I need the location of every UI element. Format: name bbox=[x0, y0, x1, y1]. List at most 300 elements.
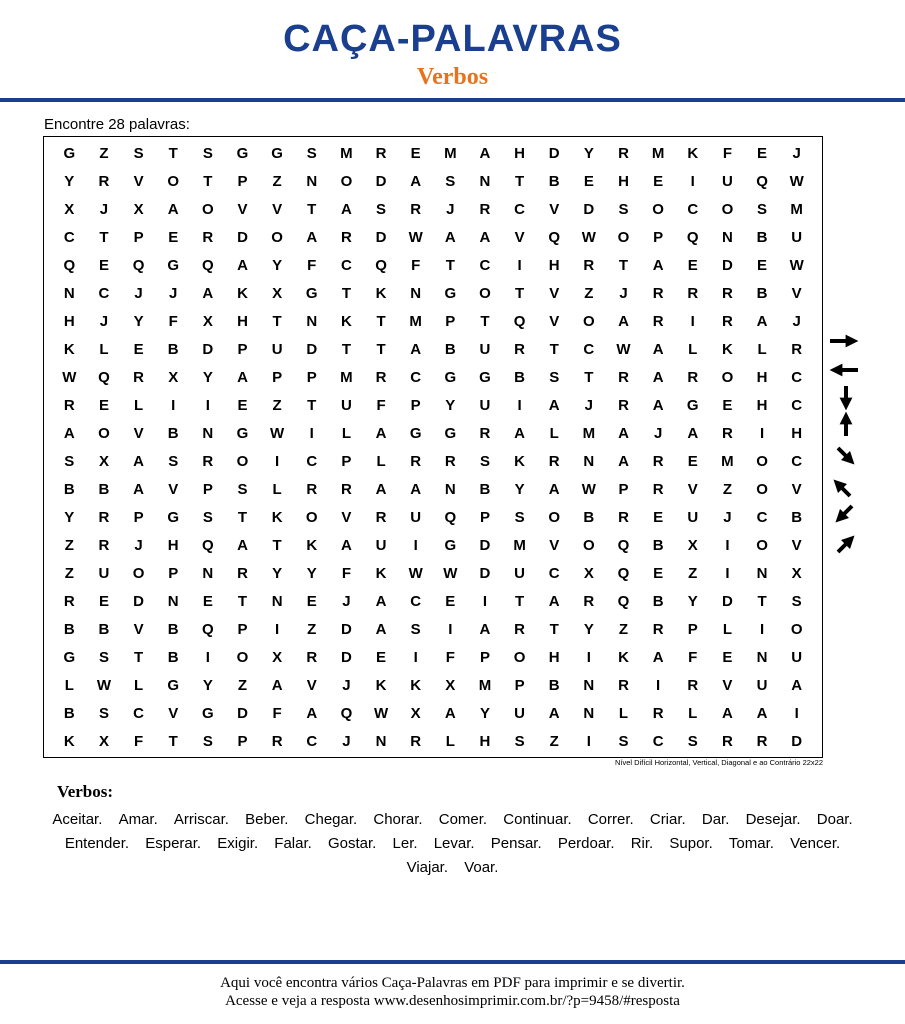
grid-letter[interactable]: K bbox=[63, 340, 75, 358]
grid-letter[interactable]: C bbox=[306, 452, 318, 470]
grid-letter[interactable]: G bbox=[63, 648, 76, 666]
grid-letter[interactable]: S bbox=[133, 144, 144, 162]
grid-letter[interactable]: M bbox=[790, 200, 803, 218]
grid-letter[interactable]: A bbox=[271, 676, 283, 694]
grid-letter[interactable]: C bbox=[791, 396, 803, 414]
grid-letter[interactable]: Y bbox=[272, 564, 283, 582]
grid-letter[interactable]: V bbox=[722, 676, 733, 694]
grid-letter[interactable]: P bbox=[133, 508, 144, 526]
grid-letter[interactable]: D bbox=[340, 620, 352, 638]
grid-letter[interactable]: C bbox=[514, 200, 525, 218]
grid-letter[interactable]: I bbox=[794, 704, 799, 722]
grid-letter[interactable]: F bbox=[445, 648, 455, 666]
grid-letter[interactable]: J bbox=[342, 676, 351, 694]
grid-letter[interactable]: X bbox=[98, 452, 109, 470]
grid-letter[interactable]: O bbox=[583, 536, 595, 554]
grid-letter[interactable]: S bbox=[514, 732, 525, 750]
grid-letter[interactable]: K bbox=[237, 284, 248, 302]
grid-letter[interactable]: Y bbox=[64, 172, 75, 190]
grid-letter[interactable]: I bbox=[275, 452, 280, 470]
grid-letter[interactable]: Q bbox=[444, 508, 457, 526]
grid-letter[interactable]: V bbox=[514, 228, 525, 246]
grid-letter[interactable]: H bbox=[756, 368, 768, 386]
grid-letter[interactable]: Z bbox=[64, 536, 74, 554]
grid-letter[interactable]: S bbox=[410, 620, 421, 638]
grid-letter[interactable]: G bbox=[479, 368, 491, 386]
grid-letter[interactable]: D bbox=[548, 144, 560, 162]
grid-letter[interactable]: G bbox=[202, 704, 214, 722]
grid-letter[interactable]: Z bbox=[722, 480, 732, 498]
grid-letter[interactable]: R bbox=[479, 424, 491, 442]
grid-letter[interactable]: T bbox=[307, 396, 317, 414]
grid-letter[interactable]: R bbox=[791, 340, 803, 358]
grid-letter[interactable]: F bbox=[168, 312, 178, 330]
grid-letter[interactable]: P bbox=[410, 396, 421, 414]
grid-letter[interactable]: G bbox=[167, 676, 180, 694]
grid-letter[interactable]: W bbox=[616, 340, 631, 358]
grid-letter[interactable]: B bbox=[756, 228, 768, 246]
grid-letter[interactable]: H bbox=[63, 312, 75, 330]
grid-letter[interactable]: E bbox=[98, 396, 109, 414]
grid-letter[interactable]: H bbox=[791, 424, 803, 442]
grid-letter[interactable]: C bbox=[756, 508, 768, 526]
grid-letter[interactable]: C bbox=[479, 256, 491, 274]
grid-letter[interactable]: I bbox=[690, 172, 695, 190]
grid-letter[interactable]: E bbox=[306, 592, 317, 610]
grid-letter[interactable]: A bbox=[306, 704, 318, 722]
grid-letter[interactable]: M bbox=[651, 144, 665, 162]
grid-letter[interactable]: T bbox=[515, 284, 525, 302]
grid-letter[interactable]: S bbox=[98, 704, 109, 722]
grid-letter[interactable]: C bbox=[133, 704, 144, 722]
grid-letter[interactable]: R bbox=[410, 200, 422, 218]
grid-letter[interactable]: R bbox=[618, 144, 629, 162]
grid-letter[interactable]: L bbox=[341, 424, 351, 442]
grid-letter[interactable]: V bbox=[237, 200, 248, 218]
grid-letter[interactable]: S bbox=[445, 172, 456, 190]
grid-letter[interactable]: I bbox=[759, 620, 765, 638]
grid-letter[interactable]: A bbox=[340, 200, 352, 218]
grid-letter[interactable]: F bbox=[411, 256, 421, 274]
grid-letter[interactable]: U bbox=[479, 340, 491, 358]
grid-letter[interactable]: T bbox=[168, 144, 178, 162]
grid-letter[interactable]: A bbox=[63, 424, 75, 442]
grid-letter[interactable]: Y bbox=[445, 396, 456, 414]
grid-letter[interactable]: G bbox=[444, 284, 457, 302]
grid-letter[interactable]: R bbox=[618, 676, 629, 694]
grid-letter[interactable]: N bbox=[583, 676, 595, 694]
grid-letter[interactable]: A bbox=[756, 704, 768, 722]
grid-letter[interactable]: E bbox=[168, 228, 179, 246]
grid-letter[interactable]: L bbox=[376, 452, 386, 470]
grid-letter[interactable]: R bbox=[375, 368, 387, 386]
grid-letter[interactable]: J bbox=[134, 536, 143, 554]
grid-letter[interactable]: E bbox=[376, 648, 387, 666]
grid-letter[interactable]: N bbox=[63, 284, 75, 302]
grid-letter[interactable]: D bbox=[479, 564, 491, 582]
grid-letter[interactable]: T bbox=[272, 312, 282, 330]
grid-letter[interactable]: J bbox=[584, 396, 594, 414]
grid-letter[interactable]: R bbox=[652, 284, 664, 302]
grid-letter[interactable]: N bbox=[756, 648, 768, 666]
grid-letter[interactable]: Z bbox=[549, 732, 559, 750]
grid-letter[interactable]: T bbox=[203, 172, 213, 190]
grid-letter[interactable]: O bbox=[202, 200, 214, 218]
grid-letter[interactable]: E bbox=[237, 396, 248, 414]
grid-letter[interactable]: V bbox=[791, 284, 802, 302]
grid-letter[interactable]: M bbox=[721, 452, 734, 470]
grid-letter[interactable]: R bbox=[652, 312, 664, 330]
grid-letter[interactable]: N bbox=[202, 424, 214, 442]
grid-letter[interactable]: O bbox=[98, 424, 110, 442]
grid-letter[interactable]: M bbox=[513, 536, 526, 554]
grid-letter[interactable]: I bbox=[690, 312, 695, 330]
grid-letter[interactable]: E bbox=[757, 144, 768, 162]
grid-letter[interactable]: T bbox=[168, 732, 178, 750]
grid-letter[interactable]: O bbox=[513, 648, 526, 666]
grid-letter[interactable]: T bbox=[515, 592, 525, 610]
grid-letter[interactable]: V bbox=[133, 620, 144, 638]
grid-letter[interactable]: V bbox=[687, 480, 698, 498]
grid-letter[interactable]: R bbox=[98, 508, 110, 526]
grid-letter[interactable]: D bbox=[583, 200, 595, 218]
grid-letter[interactable]: F bbox=[307, 256, 317, 274]
grid-letter[interactable]: Y bbox=[583, 620, 594, 638]
grid-letter[interactable]: E bbox=[722, 396, 733, 414]
grid-letter[interactable]: W bbox=[270, 424, 285, 442]
grid-letter[interactable]: J bbox=[446, 200, 455, 218]
grid-letter[interactable]: A bbox=[306, 228, 318, 246]
grid-letter[interactable]: A bbox=[548, 704, 560, 722]
grid-letter[interactable]: G bbox=[167, 508, 180, 526]
grid-letter[interactable]: E bbox=[98, 592, 109, 610]
grid-letter[interactable]: O bbox=[583, 312, 595, 330]
grid-letter[interactable]: N bbox=[410, 284, 422, 302]
grid-letter[interactable]: R bbox=[202, 452, 214, 470]
grid-letter[interactable]: Q bbox=[202, 256, 214, 274]
grid-letter[interactable]: E bbox=[687, 256, 698, 274]
grid-letter[interactable]: E bbox=[653, 172, 664, 190]
grid-letter[interactable]: Q bbox=[98, 368, 110, 386]
grid-letter[interactable]: X bbox=[791, 564, 802, 582]
grid-letter[interactable]: A bbox=[340, 536, 352, 554]
grid-letter[interactable]: C bbox=[410, 368, 422, 386]
grid-letter[interactable]: Z bbox=[272, 172, 282, 190]
grid-letter[interactable]: U bbox=[98, 564, 110, 582]
grid-letter[interactable]: V bbox=[549, 200, 560, 218]
grid-letter[interactable]: K bbox=[340, 312, 352, 330]
grid-letter[interactable]: H bbox=[756, 396, 768, 414]
grid-letter[interactable]: Q bbox=[617, 564, 630, 582]
grid-letter[interactable]: D bbox=[375, 228, 387, 246]
grid-letter[interactable]: R bbox=[410, 732, 422, 750]
grid-letter[interactable]: B bbox=[167, 340, 179, 358]
grid-letter[interactable]: O bbox=[305, 508, 318, 526]
grid-letter[interactable]: R bbox=[237, 564, 248, 582]
grid-letter[interactable]: Y bbox=[514, 480, 525, 498]
grid-letter[interactable]: Q bbox=[617, 536, 630, 554]
grid-letter[interactable]: X bbox=[272, 648, 283, 666]
grid-letter[interactable]: A bbox=[410, 340, 422, 358]
grid-letter[interactable]: N bbox=[583, 452, 595, 470]
grid-letter[interactable]: N bbox=[271, 592, 283, 610]
grid-letter[interactable]: U bbox=[375, 536, 387, 554]
grid-letter[interactable]: I bbox=[171, 396, 176, 414]
grid-letter[interactable]: H bbox=[548, 256, 560, 274]
grid-letter[interactable]: K bbox=[306, 536, 318, 554]
grid-letter[interactable]: B bbox=[791, 508, 803, 526]
grid-letter[interactable]: U bbox=[340, 396, 352, 414]
grid-letter[interactable]: N bbox=[479, 172, 491, 190]
grid-letter[interactable]: S bbox=[237, 480, 248, 498]
grid-letter[interactable]: O bbox=[721, 368, 734, 386]
grid-letter[interactable]: J bbox=[99, 200, 109, 218]
grid-letter[interactable]: M bbox=[478, 676, 492, 694]
grid-letter[interactable]: I bbox=[656, 676, 661, 694]
grid-letter[interactable]: W bbox=[96, 676, 112, 694]
grid-letter[interactable]: B bbox=[652, 536, 664, 554]
grid-letter[interactable]: T bbox=[480, 312, 490, 330]
grid-letter[interactable]: G bbox=[305, 284, 318, 302]
grid-letter[interactable]: L bbox=[757, 340, 767, 358]
grid-letter[interactable]: U bbox=[271, 340, 283, 358]
grid-letter[interactable]: Y bbox=[583, 144, 594, 162]
grid-letter[interactable]: J bbox=[99, 312, 109, 330]
grid-letter[interactable]: V bbox=[549, 312, 560, 330]
grid-letter[interactable]: Z bbox=[618, 620, 629, 638]
grid-letter[interactable]: A bbox=[133, 480, 144, 498]
grid-letter[interactable]: E bbox=[583, 172, 594, 190]
grid-letter[interactable]: I bbox=[482, 592, 488, 610]
grid-letter[interactable]: B bbox=[98, 620, 110, 638]
grid-letter[interactable]: Q bbox=[513, 312, 526, 330]
grid-letter[interactable]: L bbox=[688, 340, 698, 358]
grid-letter[interactable]: Q bbox=[340, 704, 353, 722]
grid-letter[interactable]: U bbox=[721, 172, 733, 190]
grid-letter[interactable]: E bbox=[202, 592, 213, 610]
grid-letter[interactable]: V bbox=[306, 676, 317, 694]
grid-letter[interactable]: A bbox=[479, 228, 491, 246]
grid-letter[interactable]: K bbox=[271, 508, 283, 526]
grid-letter[interactable]: L bbox=[445, 732, 455, 750]
grid-letter[interactable]: K bbox=[618, 648, 629, 666]
grid-letter[interactable]: R bbox=[652, 452, 664, 470]
grid-letter[interactable]: O bbox=[617, 228, 630, 246]
grid-letter[interactable]: I bbox=[517, 396, 522, 414]
grid-letter[interactable]: X bbox=[98, 732, 109, 750]
grid-letter[interactable]: W bbox=[408, 228, 423, 246]
grid-letter[interactable]: D bbox=[791, 732, 803, 750]
grid-letter[interactable]: U bbox=[756, 676, 768, 694]
grid-letter[interactable]: Z bbox=[307, 620, 317, 638]
grid-letter[interactable]: R bbox=[306, 480, 318, 498]
grid-letter[interactable]: K bbox=[375, 676, 387, 694]
grid-letter[interactable]: Z bbox=[237, 676, 248, 694]
grid-letter[interactable]: R bbox=[271, 732, 283, 750]
grid-letter[interactable]: E bbox=[133, 340, 144, 358]
grid-letter[interactable]: P bbox=[237, 340, 248, 358]
grid-letter[interactable]: R bbox=[721, 424, 733, 442]
grid-letter[interactable]: T bbox=[376, 312, 386, 330]
grid-letter[interactable]: D bbox=[237, 228, 248, 246]
grid-letter[interactable]: P bbox=[479, 508, 490, 526]
grid-letter[interactable]: S bbox=[98, 648, 109, 666]
grid-letter[interactable]: M bbox=[444, 144, 457, 162]
grid-letter[interactable]: T bbox=[341, 340, 351, 358]
grid-letter[interactable]: N bbox=[583, 704, 595, 722]
grid-letter[interactable]: W bbox=[581, 228, 596, 246]
grid-letter[interactable]: T bbox=[307, 200, 317, 218]
grid-letter[interactable]: P bbox=[445, 312, 456, 330]
grid-letter[interactable]: X bbox=[410, 704, 421, 722]
grid-letter[interactable]: I bbox=[448, 620, 453, 638]
grid-letter[interactable]: V bbox=[549, 284, 560, 302]
grid-letter[interactable]: Q bbox=[617, 592, 630, 610]
grid-letter[interactable]: D bbox=[133, 592, 144, 610]
grid-letter[interactable]: Y bbox=[202, 368, 213, 386]
grid-letter[interactable]: Q bbox=[202, 620, 214, 638]
grid-letter[interactable]: A bbox=[375, 480, 387, 498]
grid-letter[interactable]: X bbox=[687, 536, 698, 554]
grid-letter[interactable]: B bbox=[167, 424, 179, 442]
grid-letter[interactable]: J bbox=[723, 508, 732, 526]
grid-letter[interactable]: H bbox=[548, 648, 560, 666]
letter-grid[interactable] bbox=[43, 136, 823, 758]
grid-letter[interactable]: R bbox=[618, 508, 629, 526]
grid-letter[interactable]: T bbox=[237, 508, 248, 526]
grid-letter[interactable]: F bbox=[341, 564, 351, 582]
grid-letter[interactable]: R bbox=[63, 592, 75, 610]
grid-letter[interactable]: J bbox=[792, 144, 801, 162]
grid-letter[interactable]: T bbox=[757, 592, 767, 610]
grid-letter[interactable]: A bbox=[687, 424, 699, 442]
grid-letter[interactable]: A bbox=[237, 256, 248, 274]
grid-letter[interactable]: C bbox=[791, 452, 803, 470]
grid-letter[interactable]: S bbox=[791, 592, 802, 610]
grid-letter[interactable]: L bbox=[272, 480, 282, 498]
grid-letter[interactable]: A bbox=[756, 312, 768, 330]
grid-letter[interactable]: A bbox=[167, 200, 179, 218]
grid-letter[interactable]: A bbox=[375, 424, 387, 442]
grid-letter[interactable]: G bbox=[409, 424, 422, 442]
grid-letter[interactable]: N bbox=[306, 172, 318, 190]
grid-letter[interactable]: L bbox=[618, 704, 629, 722]
grid-letter[interactable]: T bbox=[341, 284, 351, 302]
grid-letter[interactable]: G bbox=[686, 396, 699, 414]
grid-letter[interactable]: X bbox=[272, 284, 283, 302]
grid-letter[interactable]: T bbox=[376, 340, 386, 358]
grid-letter[interactable]: P bbox=[168, 564, 179, 582]
grid-letter[interactable]: O bbox=[548, 508, 561, 526]
grid-letter[interactable]: U bbox=[791, 648, 803, 666]
grid-letter[interactable]: R bbox=[340, 480, 352, 498]
grid-letter[interactable]: G bbox=[236, 424, 249, 442]
grid-letter[interactable]: C bbox=[583, 340, 595, 358]
grid-letter[interactable]: A bbox=[514, 424, 525, 442]
grid-letter[interactable]: O bbox=[479, 284, 491, 302]
grid-letter[interactable]: R bbox=[479, 200, 491, 218]
grid-letter[interactable]: V bbox=[168, 480, 179, 498]
grid-letter[interactable]: R bbox=[687, 368, 699, 386]
grid-letter[interactable]: F bbox=[134, 732, 144, 750]
grid-letter[interactable]: A bbox=[410, 480, 422, 498]
grid-letter[interactable]: W bbox=[408, 564, 423, 582]
grid-letter[interactable]: Q bbox=[63, 256, 76, 274]
grid-letter[interactable]: J bbox=[619, 284, 628, 302]
grid-letter[interactable]: X bbox=[133, 200, 144, 218]
grid-letter[interactable]: M bbox=[340, 144, 353, 162]
grid-letter[interactable]: D bbox=[202, 340, 214, 358]
grid-letter[interactable]: G bbox=[271, 144, 283, 162]
grid-letter[interactable]: F bbox=[272, 704, 282, 722]
grid-letter[interactable]: K bbox=[687, 144, 699, 162]
grid-letter[interactable]: V bbox=[791, 536, 802, 554]
grid-letter[interactable]: Y bbox=[64, 508, 75, 526]
grid-letter[interactable]: I bbox=[725, 564, 730, 582]
grid-letter[interactable]: W bbox=[581, 480, 596, 498]
grid-letter[interactable]: R bbox=[98, 536, 110, 554]
grid-letter[interactable]: A bbox=[237, 536, 248, 554]
grid-letter[interactable]: J bbox=[792, 312, 801, 330]
grid-letter[interactable]: N bbox=[444, 480, 456, 498]
grid-letter[interactable]: X bbox=[64, 200, 75, 218]
grid-letter[interactable]: P bbox=[618, 480, 629, 498]
grid-letter[interactable]: B bbox=[167, 648, 179, 666]
grid-letter[interactable]: R bbox=[98, 172, 110, 190]
grid-letter[interactable]: L bbox=[549, 424, 559, 442]
grid-letter[interactable]: A bbox=[237, 368, 248, 386]
grid-letter[interactable]: R bbox=[721, 284, 733, 302]
grid-letter[interactable]: M bbox=[582, 424, 596, 442]
grid-letter[interactable]: R bbox=[375, 144, 387, 162]
grid-letter[interactable]: B bbox=[63, 480, 75, 498]
grid-letter[interactable]: A bbox=[721, 704, 733, 722]
grid-letter[interactable]: T bbox=[549, 340, 559, 358]
grid-letter[interactable]: E bbox=[445, 592, 456, 610]
grid-letter[interactable]: S bbox=[757, 200, 768, 218]
grid-letter[interactable]: O bbox=[652, 200, 664, 218]
grid-letter[interactable]: S bbox=[168, 452, 179, 470]
grid-letter[interactable]: N bbox=[167, 592, 179, 610]
grid-letter[interactable]: Q bbox=[686, 228, 699, 246]
grid-letter[interactable]: V bbox=[549, 536, 560, 554]
grid-letter[interactable]: G bbox=[236, 144, 249, 162]
grid-letter[interactable]: N bbox=[202, 564, 214, 582]
grid-letter[interactable]: O bbox=[756, 452, 768, 470]
grid-letter[interactable]: B bbox=[756, 284, 768, 302]
grid-letter[interactable]: Y bbox=[133, 312, 144, 330]
grid-letter[interactable]: L bbox=[64, 676, 74, 694]
grid-letter[interactable]: E bbox=[653, 508, 664, 526]
grid-letter[interactable]: O bbox=[236, 452, 249, 470]
grid-letter[interactable]: Y bbox=[687, 592, 698, 610]
grid-letter[interactable]: D bbox=[721, 592, 733, 610]
grid-letter[interactable]: R bbox=[444, 452, 456, 470]
grid-letter[interactable]: R bbox=[548, 452, 560, 470]
grid-letter[interactable]: P bbox=[237, 732, 248, 750]
grid-letter[interactable]: P bbox=[202, 480, 213, 498]
grid-letter[interactable]: B bbox=[63, 704, 75, 722]
grid-letter[interactable]: V bbox=[272, 200, 283, 218]
grid-letter[interactable]: G bbox=[444, 536, 457, 554]
grid-letter[interactable]: D bbox=[306, 340, 318, 358]
grid-letter[interactable]: A bbox=[202, 284, 214, 302]
grid-letter[interactable]: Y bbox=[479, 704, 490, 722]
grid-letter[interactable]: U bbox=[479, 396, 491, 414]
grid-letter[interactable]: I bbox=[725, 536, 730, 554]
grid-letter[interactable]: A bbox=[618, 424, 629, 442]
grid-letter[interactable]: A bbox=[479, 144, 491, 162]
